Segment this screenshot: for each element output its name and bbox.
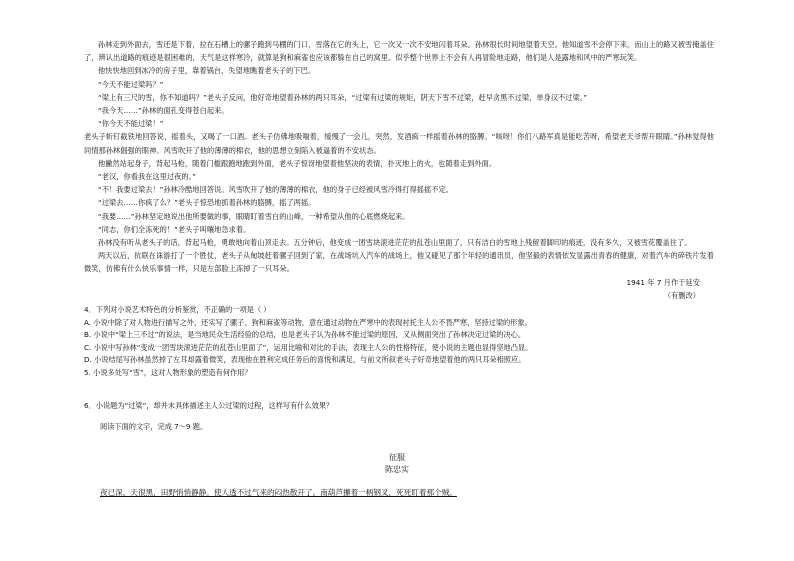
story-paragraph: “不！我要过梁去！”孙林冷酷地回答说。风雪吹开了他的薄薄的棉衣，他的身子已经被风雪冷得打得摇摇不定。 (98, 185, 453, 195)
story-paragraph: “你今天不能过梁！” (98, 119, 164, 129)
next-passage-title (0, 452, 794, 476)
story-paragraph: “同志，你们全冻死的！”老头子叫嚷地急求着。 (98, 224, 251, 234)
question-6: 6．小说题为“过梁”，却并未具体描述主人公过梁的过程，这样写有什么效果？ (84, 401, 334, 410)
option-b: B. 小说中“梁上三不过”的说法，是当地民众生活经验的总结，也是老头子认为孙林不能过梁的原因，又从侧面突出了孙林决定过梁的决心。 (84, 330, 526, 340)
story-paragraph: “梁上有三尺的雪，你不知道吗？”老头子反问，他好奇地望着孙林的两只耳朵，“过梁有过梁的规矩，阴天下雪不过梁，赶早贪黑不过梁，单身汉不过梁。” (98, 92, 588, 102)
story-paragraph: “老汉，你看我在这里过夜的。” (98, 172, 197, 182)
next-author: 陈忠实 (385, 465, 409, 474)
option-d: D. 小说结尾写孙林虽然掉了左耳却露着微笑，表现他在胜利完成任务后的喜悦和满足，与前文所叙老头子好奇地望着他的两只耳朵相照应。 (84, 355, 526, 365)
story-note: （有删改） (663, 290, 700, 300)
story-paragraph: 孙林走到外面去，雪还是下着，拉在石槽上的骡子跑到马棚的门口，雪落在它的头上，它一次又一次不安地闪着耳朵。孙林很长时间地望着天空。他知道雪不会停下来。而山上的路又被雪掩盖住了，辨认出道路的痕迹是很困难的，天气是这样寒冷，就算是狗和麻雀也应该都躲在自己的窝里。似乎整个世界上不会有人再冒险地走路，他们是人是露地和风中的严寒玩笑。 (84, 40, 714, 63)
story-paragraph: “过梁去……你疯了么？”老头子惊恐地抓着孙林的胳膊，摇了两摇。 (98, 198, 316, 208)
question-4-and-5 (84, 304, 714, 380)
story-text (84, 38, 714, 302)
instruction-7-9: 阅读下面的文字，完成 7～9 题。 (100, 422, 208, 431)
story-date: 1941 年 7 月作于延安 (626, 277, 700, 287)
question-5: 5. 小说多处写“雪”，这对人物形象的塑造有何作用？ (84, 367, 252, 377)
question-4-lead: 4．下列对小说艺术特色的分析鉴赏，不正确的一项是（ ） (84, 305, 271, 314)
story-paragraph: 两天以后，抗联在诛游打了一个胜仗，老头子从甸坡赶着骡子回到了家，在战场坑入汽车的战场上，他又碰见了那个年轻的通讯员，他坚毅的表情依发显露出青春的健康，对着汽车的碎铁片发着微笑，仿佛有什么快乐事情一样，只是左部脸上冻掉了一只耳朵。 (84, 251, 714, 274)
story-paragraph: “我要……”孙林坚定地说出他所要做的事，眼睛盯着雪白的山峰，一种希望从他的心底燃烧起来。 (98, 211, 410, 221)
story-paragraph: 他撇然站起身子，背起马枪，随着门槛跟跑地跑到外面，老头子惊讶地望着他坚决的表情，扑灭地上的火，也随着走到外面。 (98, 158, 497, 168)
story-paragraph: “今天不能过梁吗？” (98, 79, 164, 89)
story-paragraph: 他快快地回到冰冷的房子里，靠着锅台，失望地瞧着老头子的下巴。 (98, 66, 316, 76)
story-paragraph: 老头子斩钉截铁地回答说，摇着头，又喝了一口酒。老头子仿佛地吸喘着，缓慢了一会儿，突然，发酒疯一样摇着孙林的胳膊。“咳呀！你们八路军真是能吃苦呀，希望老天爷帮开眼睛。”孙林觉得他同情那孙林倔强的眼神。风雪吹开了他的薄薄的棉衣，他的思想立刻陷入被逼着的不安状态。 (84, 132, 714, 155)
story-paragraph: “我今天……”孙林的面孔变得苍白起来。 (98, 106, 229, 116)
story-paragraph: 孙林没有听从老头子的话，背起马枪，勇敢地向着山顶走去。五分钟后，他变成一团雪块滚进茫茫的乱苍山里面了，只有洁白的雪地上残留着脚印的痕迹，没有多久，又被雪花覆盖住了。 (98, 238, 692, 248)
next-title: 征服 (389, 453, 405, 462)
next-passage-excerpt: 夜已深，天很黑，田野悄悄静静。使人透不过气来的闷热散开了。南葫芦攥着一柄钢叉，死死盯着那个贼。 (100, 488, 457, 497)
option-a: A. 小说中除了对人物进行描写之外，还实写了骡子、狗和麻雀等动物，意在通过动物在严寒中的表现衬托主人公不畏严寒，坚持过梁的形象。 (84, 317, 532, 327)
option-c: C. 小说中写孙林“变成一团雪块滚进茫茫的乱苍山里面了”，运用比喻和对比的手法，表现主人公的性格特征，使小说的主题也显得坚地凸显。 (84, 342, 533, 352)
